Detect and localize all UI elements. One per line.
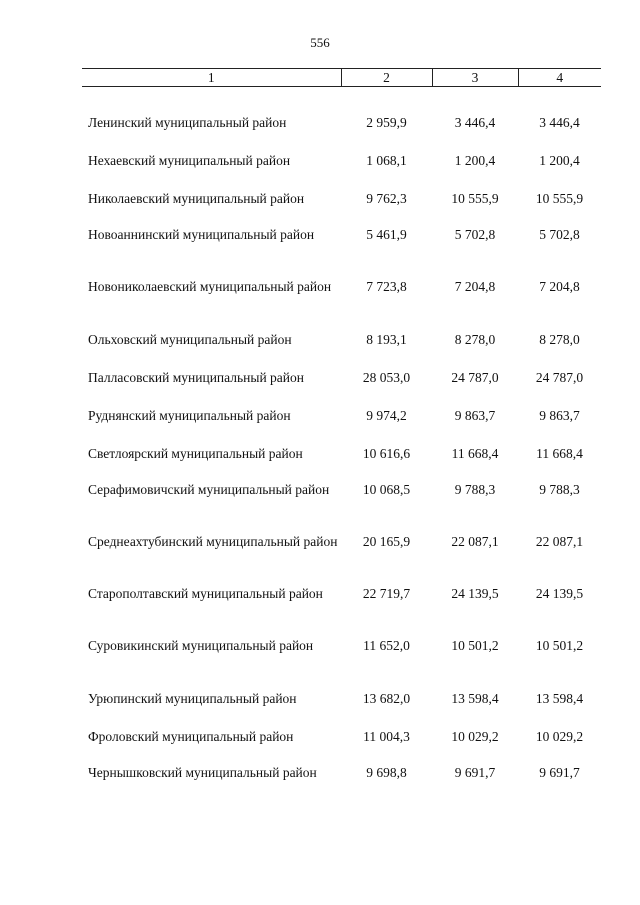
row-spacer-cell xyxy=(82,169,601,190)
budget-table-wrapper xyxy=(82,68,601,798)
column-header-4: 4 xyxy=(518,69,601,87)
value-column-2-cell: 1 068,1 xyxy=(366,153,407,168)
table-row xyxy=(82,114,601,131)
value-column-4-cell: 3 446,4 xyxy=(539,115,580,130)
row-spacer-cell xyxy=(82,386,601,407)
row-spacer xyxy=(82,619,601,637)
value-column-4-cell: 10 501,2 xyxy=(535,638,584,653)
table-body xyxy=(82,87,601,799)
value-column-3-cell: 10 029,2 xyxy=(451,729,499,744)
value-column-3-cell: 3 446,4 xyxy=(454,115,496,130)
row-spacer-cell xyxy=(82,462,601,481)
value-column-4-cell: 9 788,3 xyxy=(539,482,580,497)
district-name-cell: Николаевский муниципальный район xyxy=(88,191,305,206)
value-column-2-cell: 5 461,9 xyxy=(366,227,407,242)
row-spacer-cell xyxy=(82,567,601,585)
value-column-4-cell: 7 204,8 xyxy=(539,279,580,294)
row-spacer-cell xyxy=(82,131,601,152)
value-column-4-cell: 22 087,1 xyxy=(535,534,584,549)
table-row xyxy=(82,728,601,745)
row-spacer xyxy=(82,260,601,278)
table-row xyxy=(82,278,601,312)
district-name-cell: Старополтавский муниципальный район xyxy=(88,586,323,601)
row-spacer-cell xyxy=(82,260,601,278)
row-spacer-cell xyxy=(82,87,601,115)
value-column-2-cell: 9 974,2 xyxy=(366,408,407,423)
value-column-3-cell: 10 501,2 xyxy=(451,638,499,653)
table-row xyxy=(82,226,601,260)
row-spacer-cell xyxy=(82,424,601,445)
row-spacer xyxy=(82,386,601,407)
table-row xyxy=(82,585,601,619)
row-spacer-cell xyxy=(82,207,601,226)
value-column-2-cell: 7 723,8 xyxy=(366,279,407,294)
district-name-cell: Фроловский муниципальный район xyxy=(88,729,294,744)
row-spacer xyxy=(82,131,601,152)
row-spacer-cell xyxy=(82,671,601,690)
district-name-cell: Ольховский муниципальный район xyxy=(88,332,292,347)
row-spacer xyxy=(82,515,601,533)
table-row xyxy=(82,445,601,462)
row-spacer-cell xyxy=(82,348,601,369)
value-column-3-cell: 9 788,3 xyxy=(454,482,496,497)
column-header-3: 3 xyxy=(432,69,518,87)
table-row xyxy=(82,190,601,207)
table-header xyxy=(82,69,601,87)
district-name-cell: Нехаевский муниципальный район xyxy=(88,153,291,168)
district-name-cell: Руднянский муниципальный район xyxy=(88,408,291,423)
district-name-cell: Новоаннинский муниципальный район xyxy=(88,227,315,242)
row-spacer xyxy=(82,707,601,728)
value-column-2-cell: 20 165,9 xyxy=(362,534,411,549)
value-column-3-cell: 1 200,4 xyxy=(454,153,496,168)
table-row xyxy=(82,152,601,169)
column-header-2: 2 xyxy=(341,69,432,87)
row-spacer xyxy=(82,424,601,445)
value-column-2-cell: 10 616,6 xyxy=(362,446,411,461)
value-column-4-cell: 10 555,9 xyxy=(535,191,584,206)
value-column-3-cell: 10 555,9 xyxy=(451,191,499,206)
value-column-4-cell: 9 691,7 xyxy=(539,765,580,780)
value-column-3-cell: 24 787,0 xyxy=(451,370,499,385)
value-column-3-cell: 11 668,4 xyxy=(451,446,499,461)
value-column-2-cell: 2 959,9 xyxy=(366,115,407,130)
district-name-cell: Суровикинский муниципальный район xyxy=(88,638,314,653)
table-row xyxy=(82,533,601,567)
value-column-3-cell: 5 702,8 xyxy=(454,227,496,242)
value-column-2-cell: 11 004,3 xyxy=(363,729,410,744)
value-column-2-cell: 13 682,0 xyxy=(362,691,411,706)
table-row xyxy=(82,331,601,348)
district-name-cell: Новониколаевский муниципальный район xyxy=(88,279,332,294)
row-spacer xyxy=(82,312,601,331)
value-column-4-cell: 11 668,4 xyxy=(536,446,583,461)
value-column-3-cell: 9 863,7 xyxy=(454,408,496,423)
value-column-4-cell: 1 200,4 xyxy=(539,153,580,168)
value-column-4-cell: 13 598,4 xyxy=(535,691,584,706)
value-column-3-cell: 7 204,8 xyxy=(454,279,496,294)
row-spacer xyxy=(82,207,601,226)
row-spacer-cell xyxy=(82,515,601,533)
value-column-2-cell: 11 652,0 xyxy=(363,638,410,653)
value-column-4-cell: 9 863,7 xyxy=(539,408,580,423)
value-column-4-cell: 24 139,5 xyxy=(535,586,584,601)
value-column-4-cell: 5 702,8 xyxy=(539,227,580,242)
row-spacer xyxy=(82,348,601,369)
value-column-2-cell: 9 698,8 xyxy=(366,765,407,780)
row-spacer xyxy=(82,462,601,481)
row-spacer-cell xyxy=(82,312,601,331)
value-column-2-cell: 9 762,3 xyxy=(366,191,407,206)
value-column-3-cell: 8 278,0 xyxy=(454,332,496,347)
table-row xyxy=(82,764,601,798)
value-column-2-cell: 22 719,7 xyxy=(362,586,411,601)
value-column-3-cell: 22 087,1 xyxy=(451,534,499,549)
district-name-cell: Серафимовичский муниципальный район xyxy=(88,482,330,497)
row-spacer xyxy=(82,87,601,115)
district-name-cell: Палласовский муниципальный район xyxy=(88,370,304,385)
page-number: 556 xyxy=(310,35,330,50)
district-name-cell: Ленинский муниципальный район xyxy=(88,115,287,130)
row-spacer-cell xyxy=(82,745,601,764)
value-column-3-cell: 24 139,5 xyxy=(451,586,499,601)
row-spacer xyxy=(82,567,601,585)
table-row xyxy=(82,369,601,386)
district-name-cell: Чернышковский муниципальный район xyxy=(88,765,317,780)
value-column-2-cell: 28 053,0 xyxy=(362,370,411,385)
value-column-4-cell: 24 787,0 xyxy=(535,370,584,385)
table-row xyxy=(82,481,601,515)
row-spacer xyxy=(82,671,601,690)
column-header-1: 1 xyxy=(82,69,341,87)
district-name-cell: Урюпинский муниципальный район xyxy=(88,691,297,706)
value-column-2-cell: 8 193,1 xyxy=(366,332,407,347)
row-spacer xyxy=(82,745,601,764)
value-column-4-cell: 10 029,2 xyxy=(535,729,584,744)
row-spacer-cell xyxy=(82,707,601,728)
value-column-3-cell: 13 598,4 xyxy=(451,691,499,706)
district-name-cell: Среднеахтубинский муниципальный район xyxy=(88,534,338,549)
district-name-cell: Светлоярский муниципальный район xyxy=(88,446,303,461)
budget-table xyxy=(82,68,601,798)
value-column-2-cell: 10 068,5 xyxy=(362,482,411,497)
table-row xyxy=(82,407,601,424)
value-column-3-cell: 9 691,7 xyxy=(454,765,496,780)
table-row xyxy=(82,690,601,707)
table-row xyxy=(82,637,601,671)
value-column-4-cell: 8 278,0 xyxy=(539,332,580,347)
table-header-row xyxy=(82,69,601,87)
row-spacer-cell xyxy=(82,619,601,637)
row-spacer xyxy=(82,169,601,190)
